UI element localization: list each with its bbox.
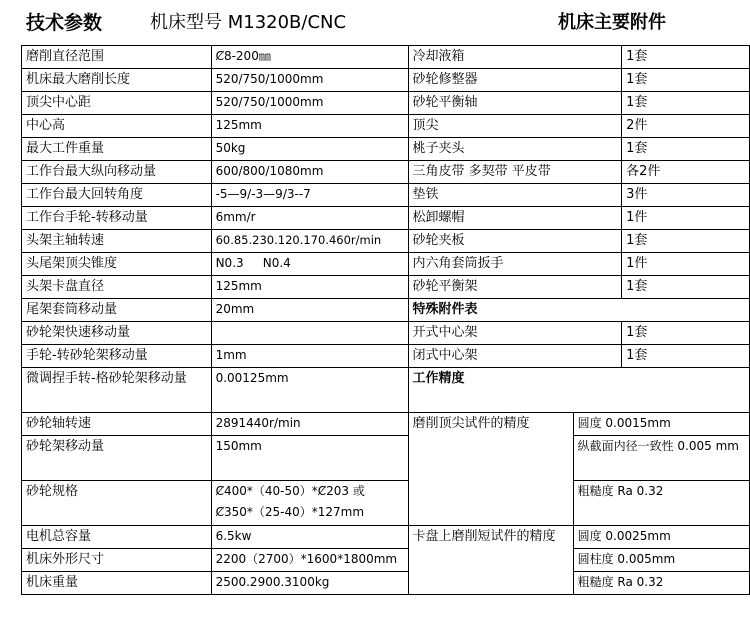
table-row (22, 46, 750, 69)
spec-value: 2500.2900.3100kg (211, 572, 408, 595)
table-row (22, 368, 750, 413)
spec-value: 6mm/r (211, 207, 408, 230)
spec-value: 1mm (211, 345, 408, 368)
spec-value: 125mm (211, 276, 408, 299)
table-row (22, 345, 750, 368)
spec-value: 20mm (211, 299, 408, 322)
accessory-qty: 1件 (622, 253, 750, 276)
accessory-qty: 1件 (622, 207, 750, 230)
table-row (22, 572, 750, 595)
precision-chuck-label: 卡盘上磨削短试件的精度 (408, 526, 573, 595)
table-row (22, 526, 750, 549)
table-row (22, 92, 750, 115)
precision-chuck-roundness: 圆度 0.0025mm (573, 526, 749, 549)
accessory-qty: 1套 (622, 322, 750, 345)
accessory-name: 顶尖 (408, 115, 622, 138)
table-row (22, 138, 750, 161)
spec-value: 50kg (211, 138, 408, 161)
accessory-name: 内六角套筒扳手 (408, 253, 622, 276)
spec-value: 600/800/1080mm (211, 161, 408, 184)
spec-value (211, 322, 408, 345)
table-row (22, 549, 750, 572)
table-row (22, 184, 750, 207)
table-row (22, 115, 750, 138)
table-row (22, 253, 750, 276)
accessory-qty: 1套 (622, 46, 750, 69)
spec-label: 头架卡盘直径 (22, 276, 212, 299)
spec-value: -5—9/-3—9/3--7 (211, 184, 408, 207)
accessory-name: 冷却液箱 (408, 46, 622, 69)
accessory-qty: 1套 (622, 230, 750, 253)
spec-value: 0.00125mm (211, 368, 408, 413)
table-row (22, 230, 750, 253)
spec-label: 工作台最大纵向移动量 (22, 161, 212, 184)
accessory-name: 桃子夹头 (408, 138, 622, 161)
table-row (22, 207, 750, 230)
spec-label: 机床最大磨削长度 (22, 69, 212, 92)
spec-value: Ȼ8-200㎜ (211, 46, 408, 69)
accessory-qty: 3件 (622, 184, 750, 207)
spec-label: 顶尖中心距 (22, 92, 212, 115)
accessory-name: 三角皮带 多契带 平皮带 (408, 161, 622, 184)
accessory-name: 松卸螺帽 (408, 207, 622, 230)
table-row (22, 299, 750, 322)
accessory-name: 开式中心架 (408, 322, 622, 345)
precision-center-roughness: 粗糙度 Ra 0.32 (573, 481, 749, 526)
spec-table (21, 45, 750, 595)
spec-label: 头尾架顶尖锥度 (22, 253, 212, 276)
spec-value: 60.85.230.120.170.460r/min (211, 230, 408, 253)
spec-value: 150mm (211, 436, 408, 481)
precision-chuck-roughness: 粗糙度 Ra 0.32 (573, 572, 749, 595)
precision-center-section: 纵截面内径一致性 0.005 mm (573, 436, 749, 481)
accessory-name: 砂轮夹板 (408, 230, 622, 253)
precision-center-roundness: 圆度 0.0015mm (573, 413, 749, 436)
spec-value: N0.3 N0.4 (211, 253, 408, 276)
spec-label: 砂轮架快速移动量 (22, 322, 212, 345)
spec-label: 最大工件重量 (22, 138, 212, 161)
accessory-name: 砂轮平衡架 (408, 276, 622, 299)
accessories-title: 机床主要附件 (558, 12, 666, 33)
accessory-name: 垫铁 (408, 184, 622, 207)
spec-value: 125mm (211, 115, 408, 138)
accessory-qty: 2件 (622, 115, 750, 138)
accessory-name: 砂轮平衡轴 (408, 92, 622, 115)
precision-center-label: 磨削顶尖试件的精度 (408, 413, 573, 526)
accessory-qty: 1套 (622, 92, 750, 115)
accessory-qty: 1套 (622, 138, 750, 161)
table-row (22, 436, 750, 481)
spec-label: 工作台最大回转角度 (22, 184, 212, 207)
spec-value: Ȼ400*（40-50）*Ȼ203 或 Ȼ350*（25-40）*127mm (211, 481, 408, 526)
table-row (22, 322, 750, 345)
spec-label: 砂轮轴转速 (22, 413, 212, 436)
accessory-name: 闭式中心架 (408, 345, 622, 368)
spec-label: 微调捏手转-格砂轮架移动量 (22, 368, 212, 413)
machine-model: 机床型号 M1320B/CNC (150, 12, 347, 33)
accessory-qty: 1套 (622, 69, 750, 92)
accessory-qty: 1套 (622, 276, 750, 299)
spec-value: 520/750/1000mm (211, 92, 408, 115)
spec-value: 6.5kw (211, 526, 408, 549)
table-row (22, 69, 750, 92)
page-title: 技术参数 (26, 12, 103, 34)
accessory-qty: 各2件 (622, 161, 750, 184)
precision-chuck-cylindricity: 圆柱度 0.005mm (573, 549, 749, 572)
spec-label: 中心高 (22, 115, 212, 138)
spec-value: 2891440r/min (211, 413, 408, 436)
spec-label: 砂轮架移动量 (22, 436, 212, 481)
spec-value: 520/750/1000mm (211, 69, 408, 92)
table-row (22, 276, 750, 299)
table-row (22, 481, 750, 526)
table-row (22, 413, 750, 436)
accessory-qty: 1套 (622, 345, 750, 368)
spec-label: 磨削直径范围 (22, 46, 212, 69)
spec-label: 头架主轴转速 (22, 230, 212, 253)
spec-label: 工作台手轮-转移动量 (22, 207, 212, 230)
accessory-name: 砂轮修整器 (408, 69, 622, 92)
spec-label: 手轮-转砂轮架移动量 (22, 345, 212, 368)
spec-label: 电机总容量 (22, 526, 212, 549)
spec-label: 机床外形尺寸 (22, 549, 212, 572)
spec-label: 机床重量 (22, 572, 212, 595)
special-accessories-title: 特殊附件表 (408, 299, 750, 322)
spec-label: 尾架套筒移动量 (22, 299, 212, 322)
table-row (22, 161, 750, 184)
precision-title: 工作精度 (408, 368, 750, 413)
spec-label: 砂轮规格 (22, 481, 212, 526)
spec-value: 2200（2700）*1600*1800mm (211, 549, 408, 572)
